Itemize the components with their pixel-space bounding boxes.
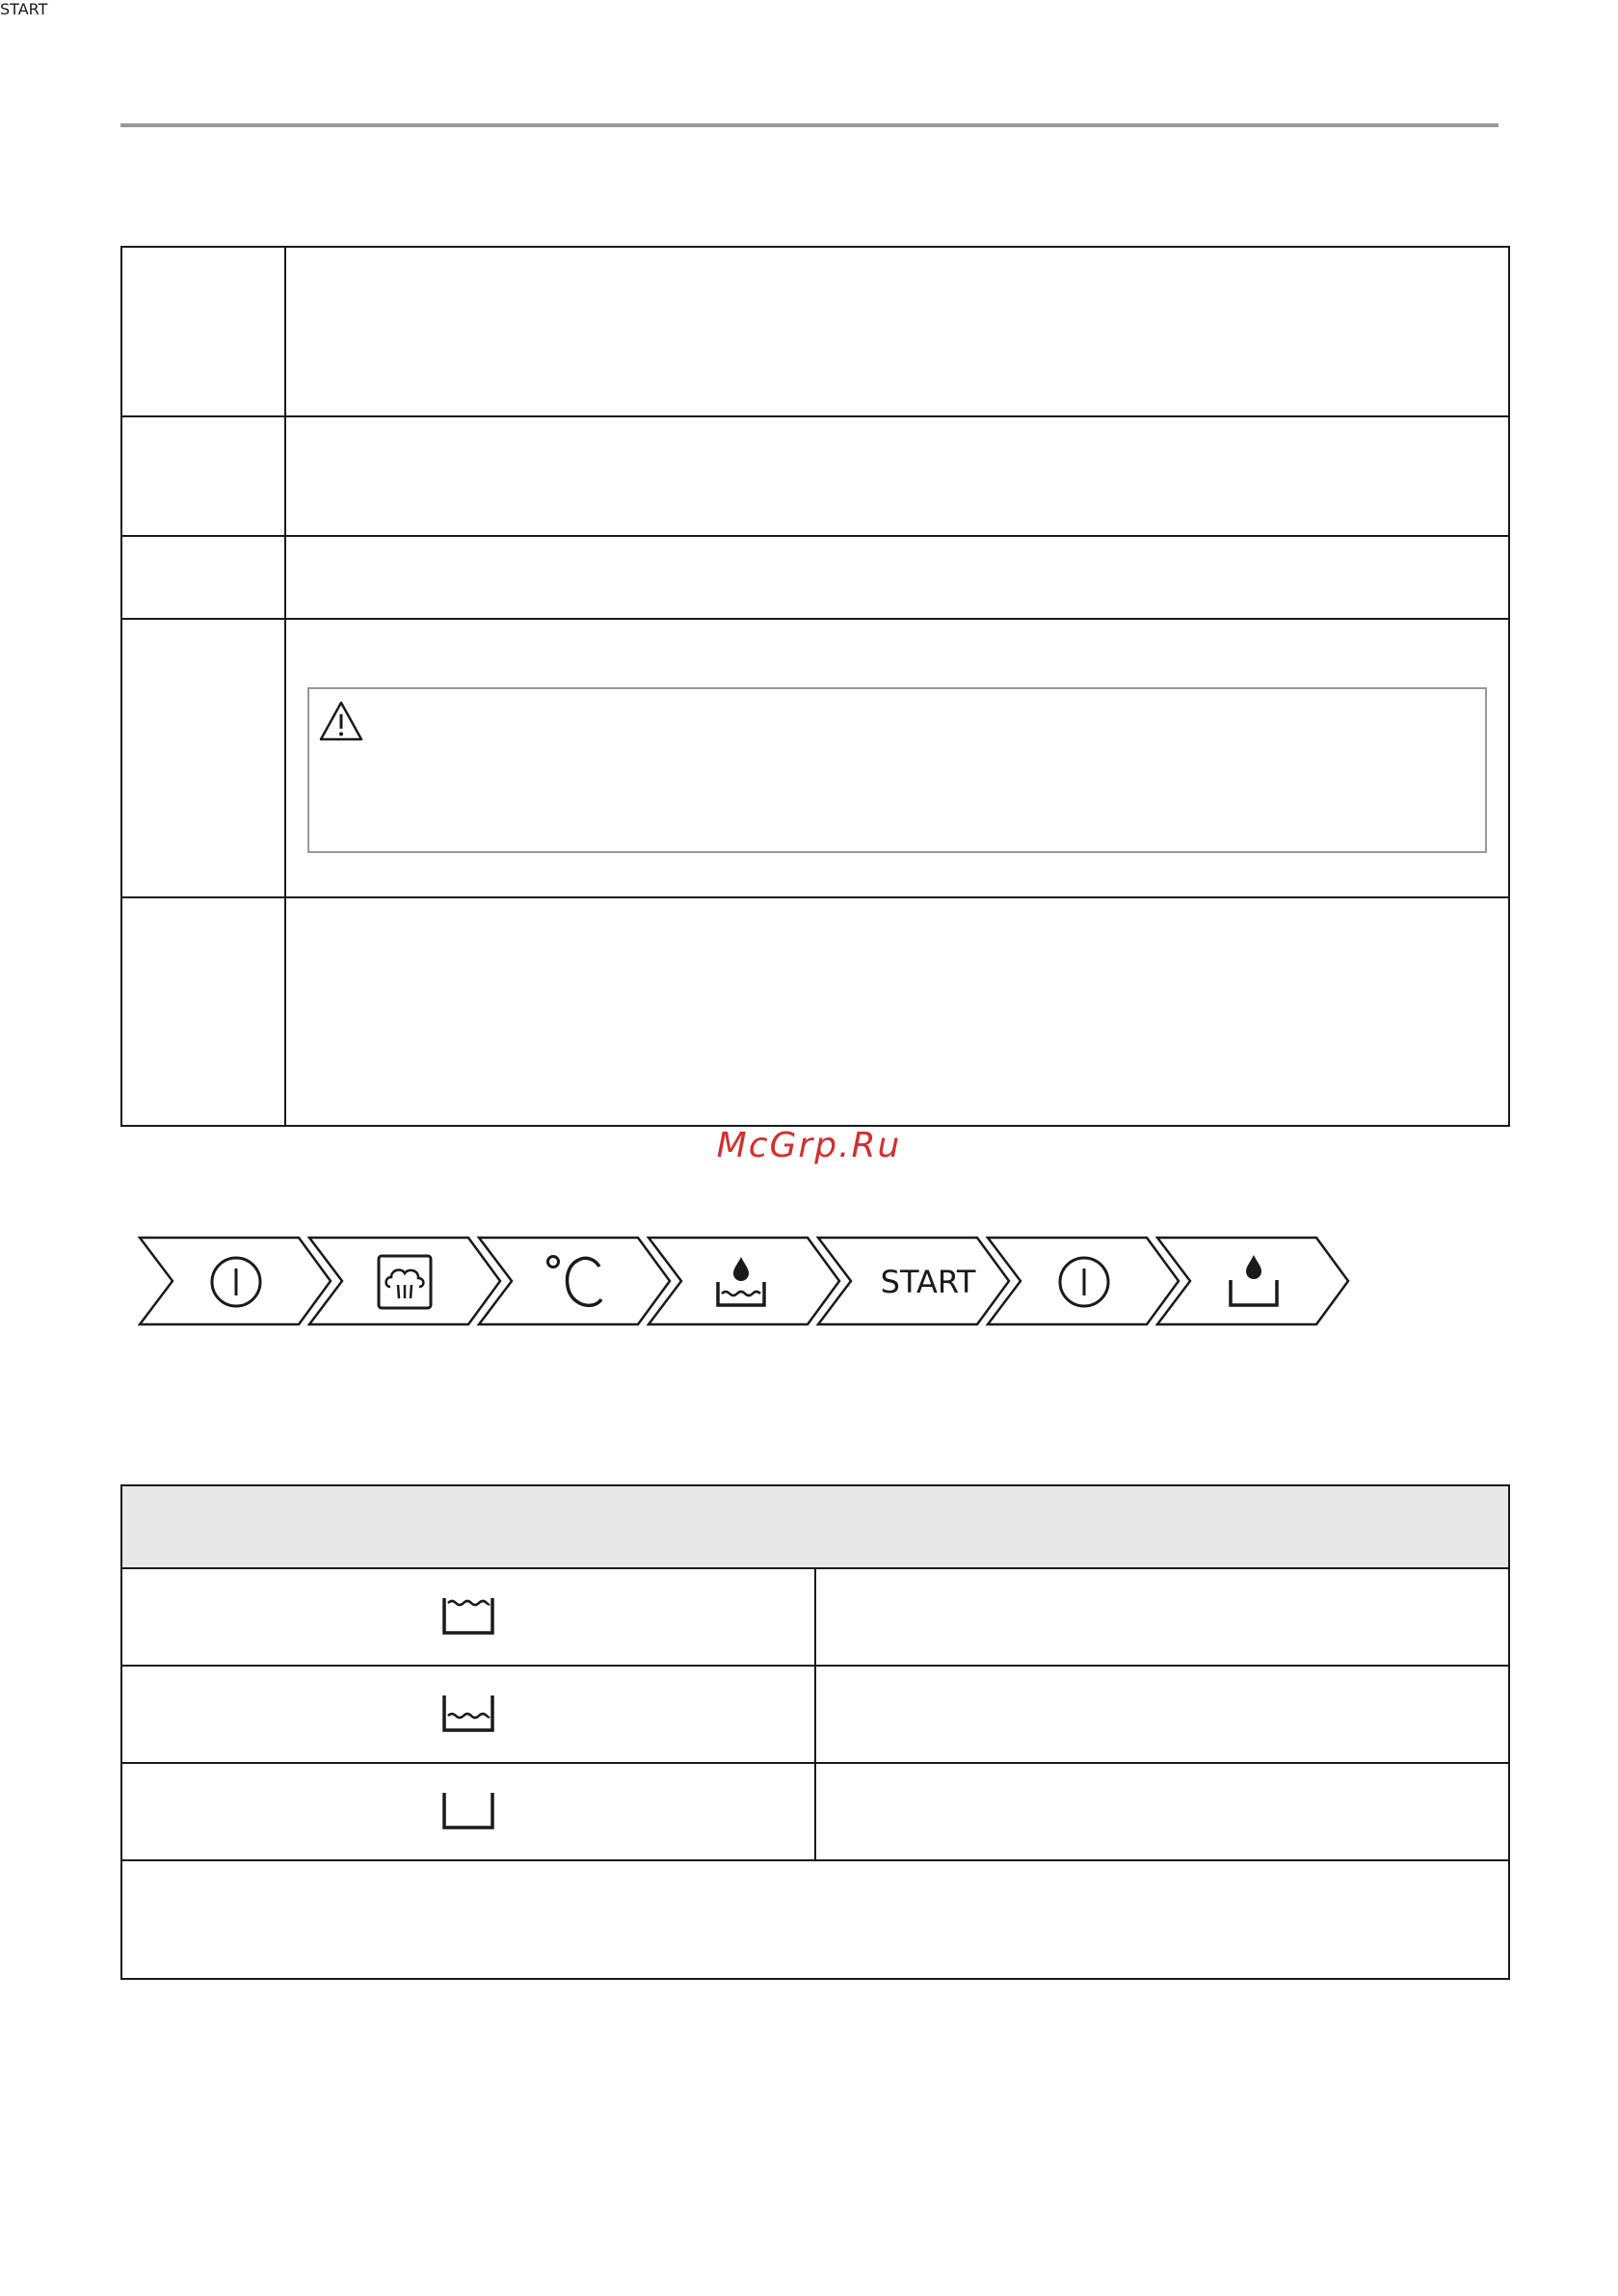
step-text-cell [285, 416, 1509, 536]
start-step-label: START [880, 1263, 976, 1300]
step-number-cell [121, 897, 285, 1126]
step-number-cell [121, 416, 285, 536]
tank-half-icon [441, 1693, 495, 1733]
step-row [121, 416, 1509, 536]
table-footer-cell [121, 1860, 1509, 1979]
watermark: McGrp.Ru [716, 1126, 902, 1165]
power-icon [1057, 1255, 1111, 1309]
step-text-cell [285, 619, 1509, 897]
operation-sequence [138, 1236, 1352, 1327]
steam-clean-icon [377, 1254, 433, 1310]
steps-table [120, 246, 1510, 1127]
step-number-cell [121, 536, 285, 619]
table-row [121, 1666, 1509, 1763]
top-rule [120, 123, 1499, 127]
step-number-cell [121, 619, 285, 897]
table-row [121, 1763, 1509, 1860]
step-row [121, 619, 1509, 897]
step-text-cell [285, 247, 1509, 416]
table-footer-row [121, 1860, 1509, 1979]
table-header-cell [121, 1485, 1509, 1568]
water-tank-fill-icon [714, 1251, 768, 1311]
water-level-table [120, 1484, 1510, 1980]
water-tank-empty-drop-icon [1227, 1249, 1281, 1311]
icon-cell [121, 1763, 815, 1860]
description-cell [815, 1763, 1509, 1860]
step-row [121, 247, 1509, 416]
tank-full-icon [441, 1595, 495, 1636]
icon-cell [121, 1666, 815, 1763]
start-label: START [0, 0, 48, 18]
table-row [121, 1568, 1509, 1666]
icon-cell [121, 1568, 815, 1666]
tank-empty-icon [441, 1790, 495, 1830]
warning-box [307, 687, 1487, 853]
celsius-icon [544, 1253, 606, 1311]
description-cell [815, 1568, 1509, 1666]
warning-triangle-icon [317, 699, 365, 743]
table-header-row [121, 1485, 1509, 1568]
step-text-cell [285, 897, 1509, 1126]
step-row [121, 897, 1509, 1126]
power-icon [209, 1255, 263, 1309]
step-row [121, 536, 1509, 619]
step-number-cell [121, 247, 285, 416]
description-cell [815, 1666, 1509, 1763]
step-text-cell [285, 536, 1509, 619]
